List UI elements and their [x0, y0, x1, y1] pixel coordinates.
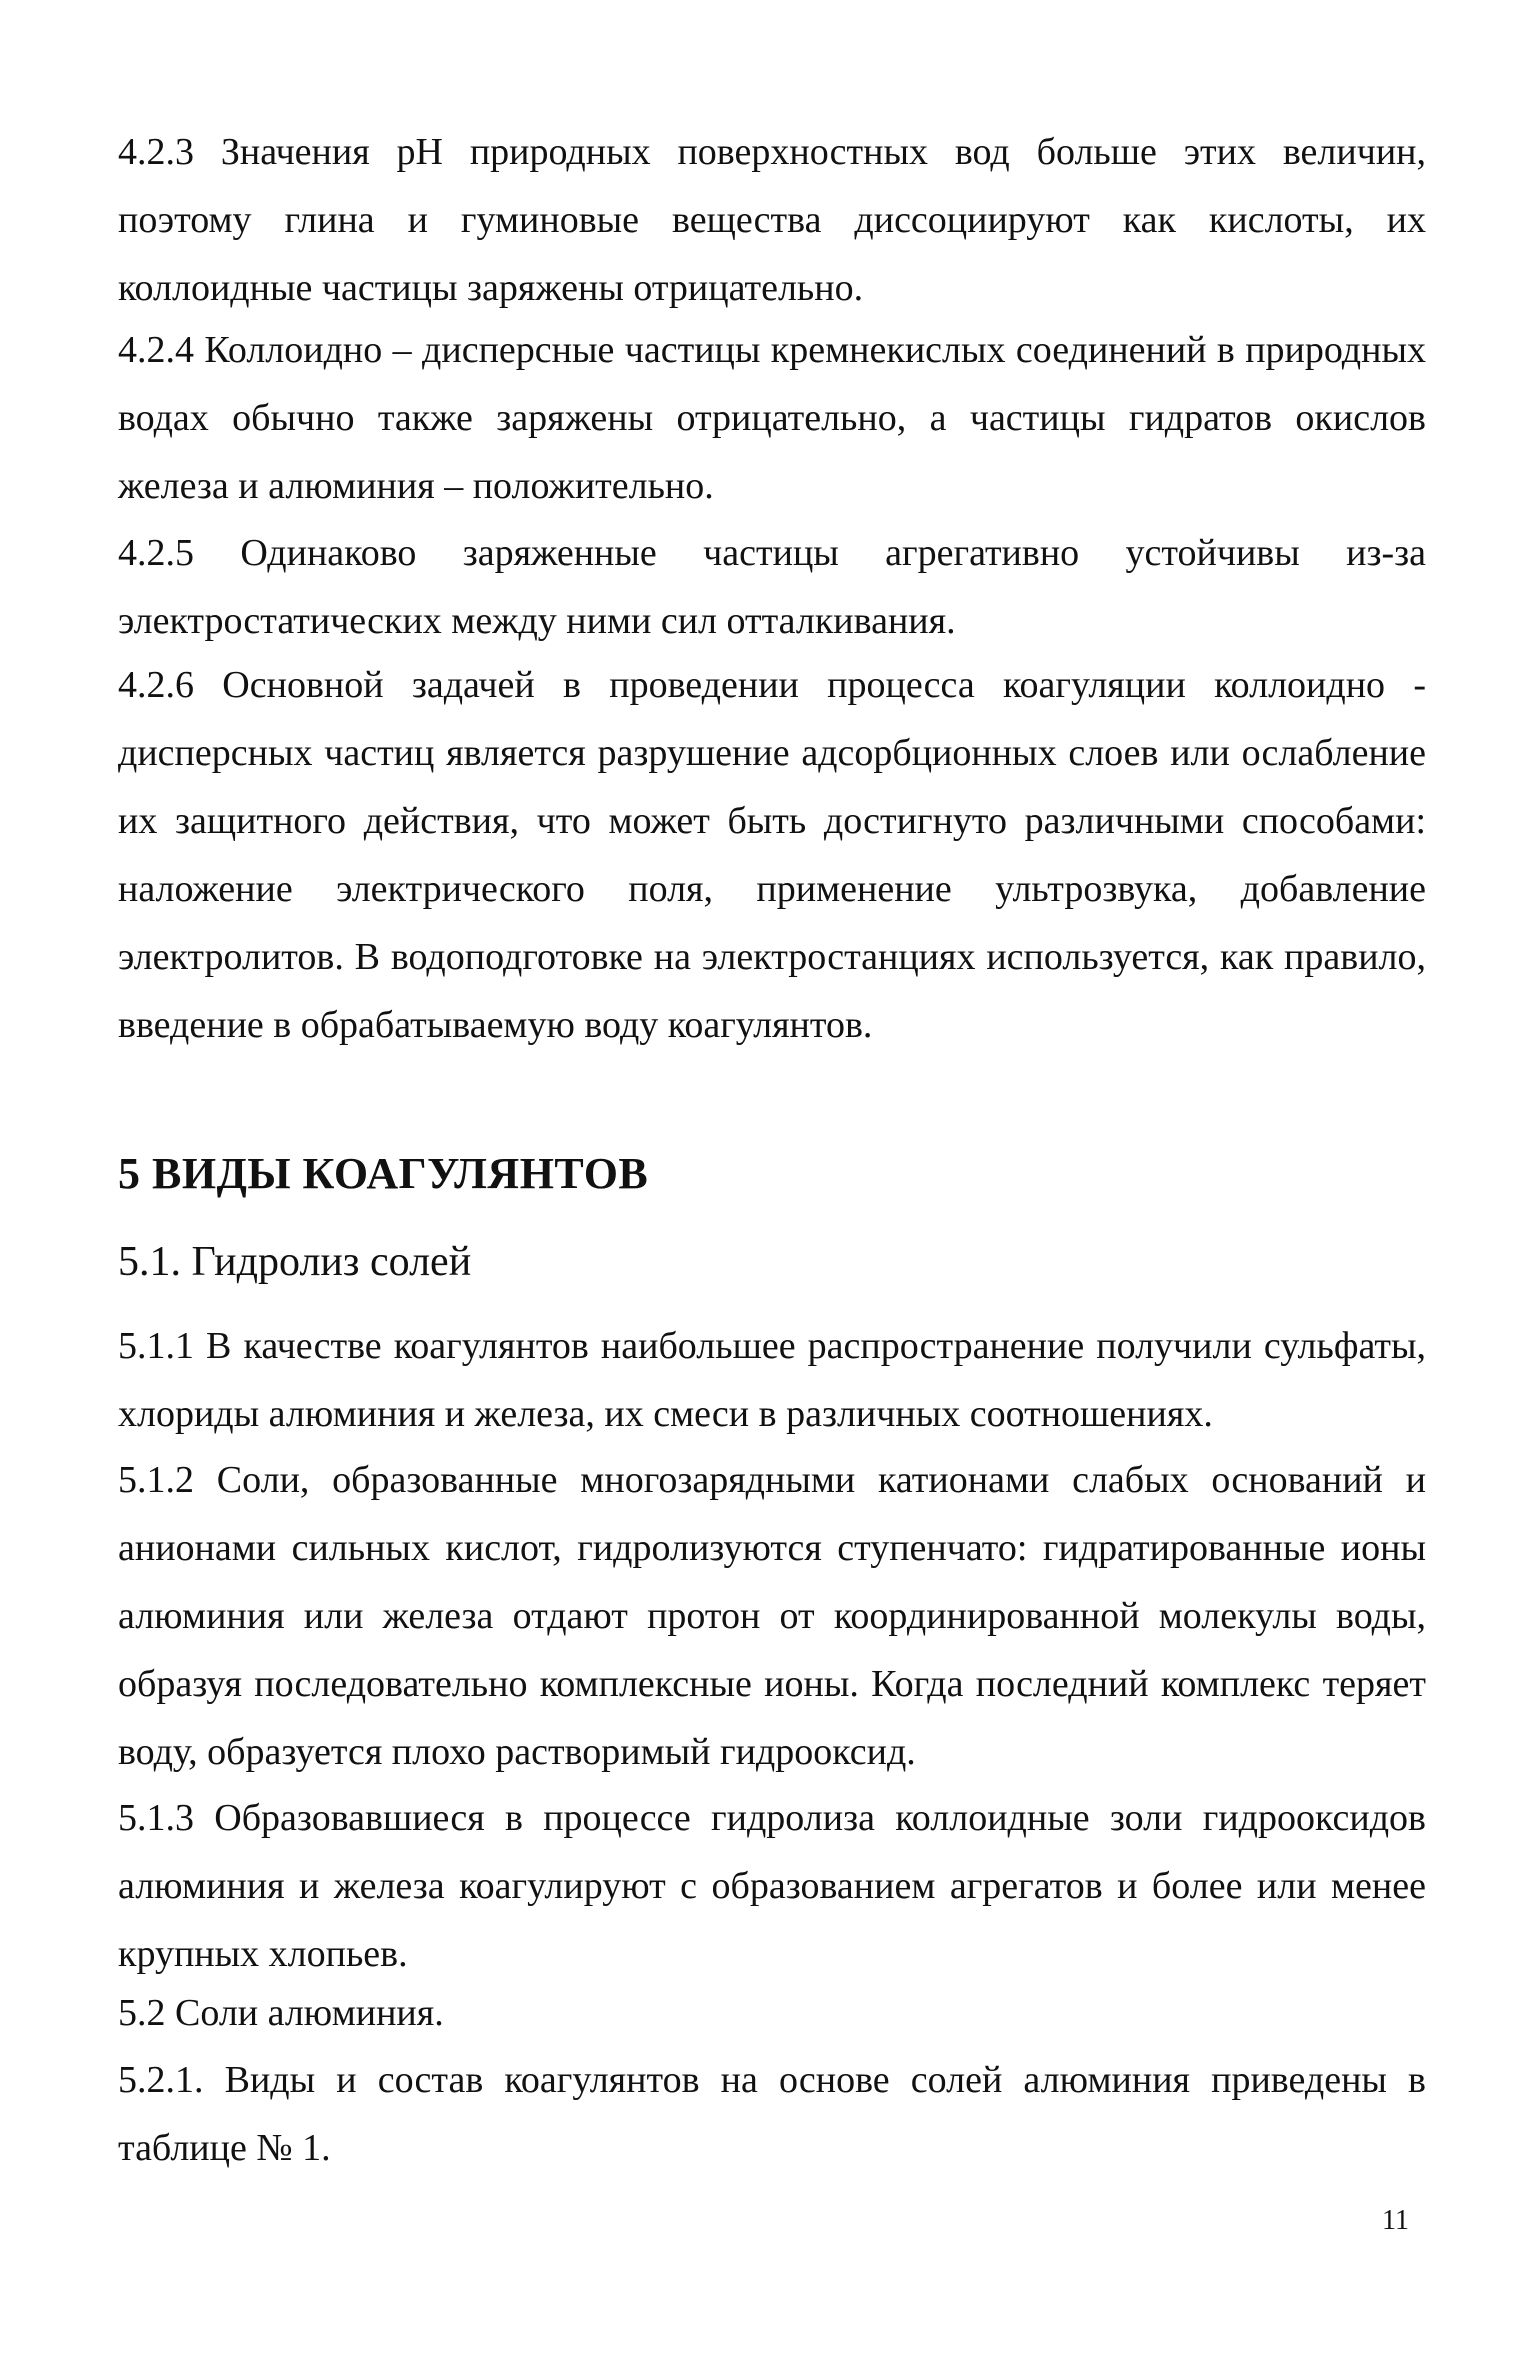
subsection-heading: 5.1. Гидролиз солей	[118, 1239, 472, 1285]
paragraph-5-2: 5.2 Соли алюминия.	[118, 1992, 444, 2034]
paragraph-5-1-3: 5.1.3 Образовавшиеся в процессе гидролиза коллоидные золи гидрооксидов алюминия и железа коагулируют с образованием агрегатов и более или менее крупных хлопьев.	[118, 1797, 1426, 1975]
section-heading: 5 ВИДЫ КОАГУЛЯНТОВ	[118, 1149, 649, 1198]
paragraph-4-2-6: 4.2.6 Основной задачей в проведении процесса коагуляции коллоидно - дисперсных частиц является разрушение адсорбционных слоев или ослабление их защитного действия, что может быть достигнуто различными способами: наложение электрического поля, применение ультрозвука, добавление электролитов. В водоподготовке на электростанциях используется, как правило, введение в обрабатываемую воду коагулянтов.	[118, 664, 1426, 1046]
paragraph-5-1-2: 5.1.2 Соли, образованные многозарядными катионами слабых оснований и анионами сильных кислот, гидролизуются ступенчато: гидратированные ионы алюминия или железа отдают протон от координированной молекулы воды, образуя последовательно комплексные ионы. Когда последний комплекс теряет воду, образуется плохо растворимый гидрооксид.	[118, 1459, 1426, 1773]
paragraph-4-2-5: 4.2.5 Одинаково заряженные частицы агрегативно устойчивы из-за электростатических между ними сил отталкивания.	[118, 532, 1426, 642]
paragraph-4-2-4: 4.2.4 Коллоидно – дисперсные частицы кремнекислых соединений в природных водах обычно также заряжены отрицательно, а частицы гидратов окислов железа и алюминия – положительно.	[118, 329, 1426, 507]
paragraph-5-2-1: 5.2.1. Виды и состав коагулянтов на основе солей алюминия приведены в таблице № 1.	[118, 2059, 1426, 2169]
paragraph-5-1-1: 5.1.1 В качестве коагулянтов наибольшее распространение получили сульфаты, хлориды алюминия и железа, их смеси в различных соотношениях.	[118, 1325, 1426, 1435]
paragraph-4-2-3: 4.2.3 Значения pH природных поверхностных вод больше этих величин, поэтому глина и гуминовые вещества диссоциируют как кислоты, их коллоидные частицы заряжены отрицательно.	[118, 131, 1426, 309]
page-number: 11	[1382, 2205, 1409, 2236]
